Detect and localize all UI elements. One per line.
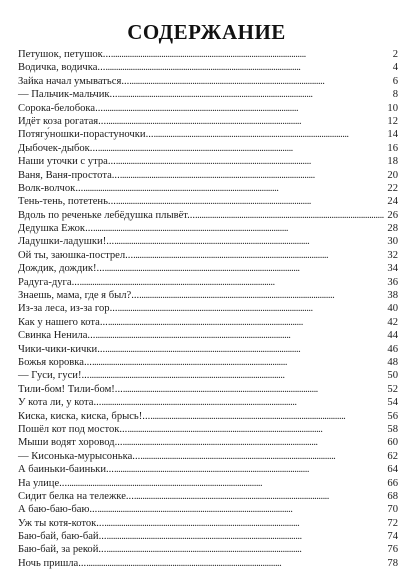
toc-entry-title: Зайка начал умываться... (18, 75, 130, 87)
dot-leader (195, 209, 384, 222)
dot-leader (133, 249, 384, 262)
toc-entry-page-number: 50 (387, 370, 398, 382)
toc-entry-title: Радуга-дуга... (18, 276, 80, 288)
toc-entry-title: Потягу́ношки-порастуночки... (18, 129, 154, 141)
toc-entry (18, 517, 398, 530)
toc-entry (18, 557, 398, 570)
toc-entry-title: Ваня, Ваня-простота... (18, 169, 120, 181)
toc-entry (18, 235, 398, 248)
toc-entry-title: Дыбочек-дыбок... (18, 142, 98, 154)
toc-entry-title: А баю-баю-баю... (18, 504, 98, 516)
dot-leader (114, 235, 384, 248)
toc-entry-page-number: 14 (387, 129, 398, 141)
toc-entry-page-number: 40 (387, 303, 398, 315)
toc-entry (18, 503, 398, 516)
toc-entry-title: Дедушка Ежок... (18, 223, 94, 235)
dot-leader (104, 517, 384, 530)
toc-entry-title: Сорока-белобока... (18, 102, 104, 114)
toc-entry-title: Петушок, петушок... (18, 49, 111, 60)
toc-entry (18, 302, 398, 315)
toc-entry-page-number: 68 (387, 490, 398, 502)
toc-entry-title: Волк-волчок... (18, 182, 84, 194)
toc-entry-title: Наши уточки с утра... (18, 156, 116, 168)
toc-entry-page-number: 8 (392, 89, 398, 101)
toc-entry-page-number: 16 (387, 142, 398, 154)
toc-entry-title: Баю-бай, за рекой... (18, 544, 107, 556)
toc-entry (18, 249, 398, 262)
toc-entry-title: Мыши водят хоровод... (18, 437, 123, 449)
toc-entry-title: Ой ты, заюшка-пострел... (18, 249, 134, 261)
toc-entry-page-number: 60 (387, 437, 398, 449)
toc-entry (18, 343, 398, 356)
toc-entry-page-number: 6 (392, 75, 398, 87)
dot-leader (101, 396, 384, 409)
dot-leader (67, 477, 384, 490)
toc-entry-page-number: 42 (387, 316, 398, 328)
toc-entry (18, 477, 398, 490)
toc-entry (18, 490, 398, 503)
dot-leader (129, 75, 384, 88)
toc-entry (18, 329, 398, 342)
toc-entry (18, 410, 398, 423)
dot-leader (108, 316, 384, 329)
toc-entry (18, 396, 398, 409)
toc-entry (18, 356, 398, 369)
toc-entry (18, 463, 398, 476)
toc-entry-page-number: 66 (387, 477, 398, 489)
toc-entry-page-number: 54 (387, 397, 398, 409)
toc-entry (18, 209, 398, 222)
toc-entry-page-number: 22 (387, 182, 398, 194)
toc-entry-page-number: 38 (387, 290, 398, 302)
toc-entry-page-number: 46 (387, 343, 398, 355)
dot-leader (150, 410, 384, 423)
toc-entry-page-number: 48 (387, 356, 398, 368)
page-title: СОДЕРЖАНИЕ (127, 20, 286, 44)
toc-entry-page-number: 34 (387, 263, 398, 275)
toc-entry-title: Вдоль по реченьке лебёдушка плывёт... (18, 209, 196, 221)
dot-leader (120, 169, 384, 182)
toc-entry-page-number: 58 (387, 423, 398, 435)
toc-entry (18, 61, 398, 74)
toc-entry-title: У кота ли, у кота... (18, 397, 102, 409)
dot-leader (80, 276, 384, 289)
toc-entry-page-number: 18 (387, 156, 398, 168)
toc-entry-page-number: 36 (387, 276, 398, 288)
toc-entry-title: Тень-тень, потетень... (18, 196, 116, 208)
toc-entry-page-number: 24 (387, 196, 398, 208)
toc-entry-page-number: 72 (387, 517, 398, 529)
dot-leader (127, 423, 384, 436)
dot-leader (154, 128, 384, 141)
toc-entry-page-number: 20 (387, 169, 398, 181)
toc-entry (18, 436, 398, 449)
dot-leader (123, 436, 384, 449)
toc-entry (18, 48, 398, 61)
dot-leader (89, 369, 384, 382)
dot-leader (106, 543, 384, 556)
dot-leader (105, 61, 384, 74)
toc-entry-page-number: 30 (387, 236, 398, 248)
toc-entry (18, 262, 398, 275)
toc-entry (18, 155, 398, 168)
toc-entry-title: Водичка, водичка... (18, 62, 106, 74)
toc-entry-page-number: 26 (387, 209, 398, 221)
dot-leader (116, 155, 384, 168)
toc-entry-title: — Кисонька-мурысонька... (18, 450, 141, 462)
toc-entry-page-number: 12 (387, 115, 398, 127)
toc-entry (18, 102, 398, 115)
dot-leader (116, 195, 384, 208)
dot-leader (98, 142, 384, 155)
toc-entry (18, 423, 398, 436)
toc-entry (18, 169, 398, 182)
toc-entry-title: Дождик, дождик!... (18, 263, 105, 275)
dot-leader (92, 356, 384, 369)
toc-entry-title: — Гуси, гуси!... (18, 370, 90, 382)
toc-entry (18, 369, 398, 382)
toc-entry-page-number: 62 (387, 450, 398, 462)
dot-leader (140, 450, 384, 463)
toc-entry (18, 222, 398, 235)
dot-leader (111, 48, 384, 61)
toc-entry-title: — Пальчик-мальчик... (18, 89, 118, 101)
dot-leader (105, 262, 384, 275)
dot-leader (83, 182, 384, 195)
dot-leader (105, 343, 384, 356)
toc-entry-title: Идёт коза рогатая... (18, 115, 107, 127)
toc-entry-page-number: 32 (387, 249, 398, 261)
dot-leader (118, 88, 385, 101)
toc-entry-title: Баю-бай, баю-бай... (18, 531, 107, 543)
toc-entry-title: Ладушки-ладушки!... (18, 236, 115, 248)
toc-entry-title: Сидит белка на тележке... (18, 490, 134, 502)
toc-entry (18, 276, 398, 289)
toc-entry (18, 142, 398, 155)
toc-entry (18, 289, 398, 302)
toc-entry-page-number: 74 (387, 531, 398, 543)
toc-entry-page-number: 64 (387, 464, 398, 476)
toc-entry (18, 75, 398, 88)
toc-entry-title: Киска, киска, киска, брысь!... (18, 410, 151, 422)
toc-entry-title: Знаешь, мама, где я был?... (18, 290, 140, 302)
toc-entry-page-number: 28 (387, 223, 398, 235)
toc-entry (18, 182, 398, 195)
toc-entry-title: Уж ты котя-коток... (18, 517, 105, 529)
dot-leader (93, 222, 384, 235)
toc-entry-page-number: 2 (392, 49, 398, 60)
toc-entry-page-number: 76 (387, 544, 398, 556)
toc-entry (18, 115, 398, 128)
toc-entry-page-number: 56 (387, 410, 398, 422)
toc-entry (18, 530, 398, 543)
toc-entry-title: А баиньки-баиньки... (18, 464, 114, 476)
toc-entry-title: На улице... (18, 477, 68, 489)
toc-entry-title: Пошёл кот под мосток... (18, 423, 128, 435)
toc-entry-title: Как у нашего кота... (18, 316, 108, 328)
table-of-contents (18, 48, 398, 570)
toc-entry-title: Тили-бом! Тили-бом!... (18, 383, 123, 395)
dot-leader (95, 329, 384, 342)
dot-leader (118, 302, 384, 315)
dot-leader (114, 463, 384, 476)
toc-entry (18, 383, 398, 396)
toc-entry-page-number: 4 (392, 62, 398, 74)
dot-leader (97, 503, 384, 516)
toc-entry-page-number: 10 (387, 102, 398, 114)
toc-entry-title: Чики-чики-кички... (18, 343, 106, 355)
dot-leader (86, 557, 384, 570)
dot-leader (103, 102, 384, 115)
dot-leader (106, 115, 384, 128)
toc-entry-page-number: 78 (387, 557, 398, 569)
toc-entry (18, 195, 398, 208)
toc-entry-title: Из-за леса, из-за гор... (18, 303, 118, 315)
toc-entry-title: Божья коровка... (18, 356, 92, 368)
dot-leader (123, 383, 384, 396)
toc-entry-title: Свинка Ненила... (18, 330, 96, 342)
dot-leader (134, 490, 384, 503)
toc-entry-page-number: 70 (387, 504, 398, 516)
toc-entry-page-number: 52 (387, 383, 398, 395)
toc-entry-title: Ночь пришла... (18, 557, 87, 569)
toc-entry (18, 88, 398, 101)
dot-leader (139, 289, 384, 302)
toc-entry (18, 128, 398, 141)
toc-entry-page-number: 44 (387, 330, 398, 342)
dot-leader (107, 530, 384, 543)
toc-entry (18, 450, 398, 463)
toc-entry (18, 543, 398, 556)
toc-entry (18, 316, 398, 329)
